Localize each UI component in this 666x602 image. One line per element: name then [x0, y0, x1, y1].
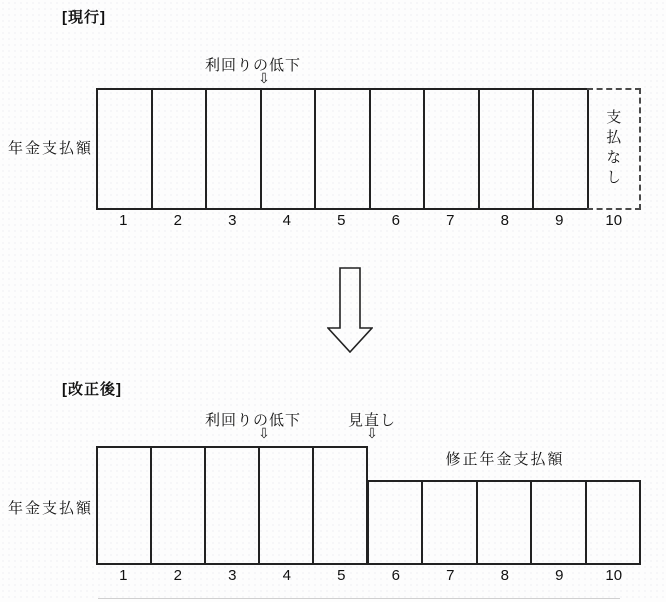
x-label: 4 [282, 567, 291, 584]
x-label: 8 [500, 567, 509, 584]
x-label: 10 [605, 212, 623, 229]
review-annotation: 見直し [347, 412, 396, 429]
revised-level-bars [367, 480, 642, 565]
revised-y-axis-label: 年金支払額 [8, 500, 94, 517]
revised-x-axis-labels [96, 567, 641, 584]
small-down-arrow-icon: ⇩ [258, 425, 270, 441]
current-x-axis-labels [96, 212, 641, 229]
x-label: 5 [337, 567, 346, 584]
x-label: 4 [282, 212, 291, 229]
no-payment-cell [587, 88, 642, 210]
x-label: 7 [446, 567, 455, 584]
current-section-label: [現行] [62, 9, 106, 26]
payment-bar [421, 480, 478, 565]
x-label: 9 [555, 567, 564, 584]
small-down-arrow-icon: ⇩ [258, 70, 270, 86]
payment-bar [96, 446, 152, 565]
original-level-bars [96, 446, 369, 565]
payment-bar [423, 88, 480, 210]
x-label: 5 [337, 212, 346, 229]
x-label: 3 [228, 212, 237, 229]
x-label: 3 [228, 567, 237, 584]
x-label: 1 [119, 567, 128, 584]
payment-bar [151, 88, 208, 210]
payment-bar [150, 446, 206, 565]
payment-bar [205, 88, 262, 210]
x-label: 7 [446, 212, 455, 229]
payment-bar [258, 446, 314, 565]
x-label: 6 [391, 212, 400, 229]
no-payment-label: 支払なし [604, 109, 622, 189]
x-label: 6 [391, 567, 400, 584]
large-down-arrow-icon [327, 267, 373, 353]
payment-bar [367, 480, 424, 565]
revised-yield-annotation: 利回りの低下 [204, 412, 301, 429]
current-y-axis-label: 年金支払額 [8, 140, 94, 157]
x-label: 8 [500, 212, 509, 229]
x-label: 10 [605, 567, 623, 584]
revised-payment-label: 修正年金支払額 [445, 451, 565, 468]
scan-artifact-line [98, 598, 620, 599]
payment-bar [585, 480, 642, 565]
payment-bar [204, 446, 260, 565]
current-chart [96, 88, 641, 210]
x-label: 2 [173, 567, 182, 584]
payment-bar [478, 88, 535, 210]
payment-bar [96, 88, 153, 210]
x-label: 1 [119, 212, 128, 229]
payment-bar [312, 446, 368, 565]
payment-bar [260, 88, 317, 210]
current-yield-annotation: 利回りの低下 [204, 57, 301, 74]
payment-bar [476, 480, 533, 565]
revised-section-label: [改正後] [62, 381, 122, 398]
payment-bar [530, 480, 587, 565]
x-label: 9 [555, 212, 564, 229]
x-label: 2 [173, 212, 182, 229]
payment-bar [314, 88, 371, 210]
payment-bar [532, 88, 589, 210]
small-down-arrow-icon: ⇩ [366, 425, 378, 441]
revised-chart [96, 446, 641, 565]
payment-bar [369, 88, 426, 210]
